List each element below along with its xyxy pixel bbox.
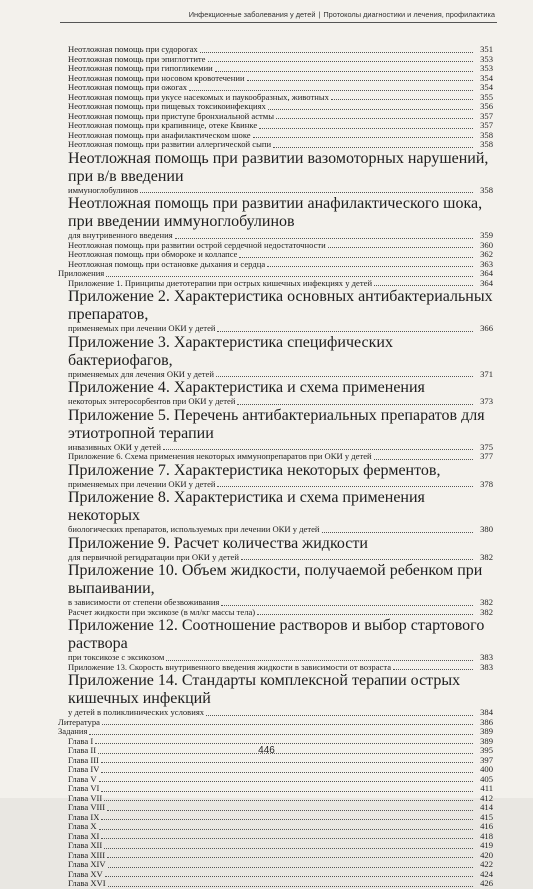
- toc-entry-title: Литература: [58, 717, 100, 727]
- toc-leader-dots: [106, 276, 473, 277]
- toc-row: [68, 870, 493, 880]
- toc-entry: [58, 64, 493, 74]
- toc-row: [68, 83, 493, 93]
- toc-leader-dots: [239, 257, 473, 258]
- toc-entry: [58, 250, 493, 260]
- toc-entry: [58, 150, 493, 196]
- toc-row: [68, 64, 493, 74]
- toc-entry-title: Глава X: [68, 822, 97, 831]
- toc-row: [68, 803, 493, 813]
- toc-entry-title: Глава XI: [68, 831, 100, 841]
- toc-entry: [58, 832, 493, 842]
- toc-entry: [58, 535, 493, 563]
- toc-leader-dots: [259, 128, 473, 129]
- toc-page-number: 383: [480, 661, 493, 672]
- toc-page-number: 360: [480, 239, 493, 250]
- running-head-book-title: Инфекционные заболевания у детей: [188, 10, 316, 19]
- toc-page-number: 362: [480, 249, 493, 259]
- toc-entry: [58, 241, 493, 251]
- toc-leader-dots: [374, 285, 473, 286]
- toc-entry-title: при токсикозе с эксикозом: [68, 653, 165, 662]
- toc-page-number: 395: [480, 745, 493, 755]
- toc-entry-title: в зависимости от степени обезвоживания: [68, 598, 220, 607]
- toc-leader-dots: [107, 810, 473, 811]
- toc-row: [68, 708, 493, 718]
- toc-entry-title-line: Приложение 4. Характеристика и схема применения: [68, 379, 425, 396]
- toc-entry-title-line: Приложение 7. Характеристика некоторых ферментов,: [68, 461, 441, 479]
- toc-entry-title: Неотложная помощь при носовом кровотечении: [68, 73, 245, 83]
- toc-entry-title: Расчет жидкости при эксикозе (в мл/кг массы тела): [68, 607, 256, 617]
- toc-entry-title: Глава I: [68, 736, 94, 746]
- running-head-subtitle: Протоколы диагностики и лечения, профилактика: [323, 10, 495, 19]
- toc-row: [68, 55, 493, 65]
- toc-entry-title-line: Приложение 2. Характеристика основных антибактериальных препаратов,: [68, 288, 493, 323]
- toc-row: [68, 525, 493, 535]
- toc-page-number: 353: [480, 53, 493, 64]
- toc-page-number: 424: [480, 868, 493, 879]
- toc-entry: [58, 822, 493, 832]
- toc-page-number: 397: [480, 754, 493, 765]
- toc-leader-dots: [101, 791, 473, 792]
- toc-entry-title: Глава II: [68, 746, 97, 755]
- toc-page-number: 355: [480, 91, 493, 102]
- toc-page-number: 363: [480, 258, 493, 269]
- toc-entry-title: Неотложная помощь при развитии аллергической сыпи: [68, 140, 272, 149]
- toc-entry-title-line: Неотложная помощь при развитии анафилактического шока, при введении иммуноглобулинов: [68, 195, 483, 230]
- toc-entry-title: Неотложная помощь при гипогликемии: [68, 64, 213, 73]
- toc-entry-title: Глава III: [68, 755, 99, 765]
- toc-entry: [58, 334, 493, 380]
- toc-row: [68, 480, 493, 490]
- toc-leader-dots: [221, 605, 473, 606]
- toc-entry-title: биологических препаратов, используемых при лечении ОКИ у детей: [68, 525, 320, 534]
- toc-page-number: 420: [480, 849, 493, 860]
- toc-row: [68, 279, 493, 289]
- toc-entry: [58, 784, 493, 794]
- toc-entry: [58, 121, 493, 131]
- toc-entry: [58, 794, 493, 804]
- toc-leader-dots: [267, 266, 473, 267]
- toc-entry: [58, 608, 493, 618]
- toc-leader-dots: [208, 61, 474, 62]
- toc-entry-title: Неотложная помощь при ожогах: [68, 83, 188, 92]
- toc-entry: [58, 452, 493, 462]
- toc-entry: [58, 131, 493, 141]
- toc-entry-title: иммуноглобулинов: [68, 185, 139, 195]
- toc-page-number: 418: [480, 830, 493, 841]
- toc-leader-dots: [331, 99, 473, 100]
- toc-entry: [58, 727, 493, 737]
- toc-entry: [58, 870, 493, 880]
- toc-page-number: 357: [480, 120, 493, 130]
- toc-leader-dots: [217, 331, 473, 332]
- toc-entry-title: Неотложная помощь при приступе бронхиальной астмы: [68, 111, 274, 121]
- toc-entry: [58, 55, 493, 65]
- toc-row: [68, 370, 493, 380]
- toc-entry: [58, 379, 493, 407]
- toc-row: [68, 784, 493, 794]
- toc-entry-title: Глава VI: [68, 784, 100, 793]
- toc-page-number: 358: [480, 139, 493, 149]
- toc-entry: [58, 851, 493, 861]
- toc-page-number: 354: [480, 82, 493, 92]
- toc-row: [68, 765, 493, 775]
- toc-leader-dots: [217, 486, 473, 487]
- toc-entry: [58, 718, 493, 728]
- toc-entry-title: применяемых при лечении ОКИ у детей: [68, 479, 216, 489]
- toc-leader-dots: [108, 886, 473, 887]
- toc-entry: [58, 663, 493, 673]
- toc-entry-title: инвазивных ОКИ у детей: [68, 442, 161, 452]
- toc-row: [68, 860, 493, 870]
- toc-leader-dots: [101, 772, 473, 773]
- toc-entry: [58, 462, 493, 490]
- toc-entry: [58, 83, 493, 93]
- toc-row: [68, 832, 493, 842]
- toc-page-number: 359: [480, 230, 493, 240]
- toc-entry-title: Задания: [58, 727, 88, 736]
- toc-entry-title: применяемых при лечении ОКИ у детей: [68, 324, 216, 333]
- toc-page-number: 364: [480, 277, 493, 288]
- toc-entry: [58, 803, 493, 813]
- toc-entry-title: Глава VII: [68, 793, 103, 803]
- toc-row: [68, 121, 493, 131]
- toc-entry-title: Неотложная помощь при крапивнице, отеке Квинке: [68, 121, 258, 130]
- toc-entry: [58, 879, 493, 889]
- toc-entry-title: Неотложная помощь при остановке дыхания и сердца: [68, 259, 266, 269]
- toc-leader-dots: [206, 715, 473, 716]
- toc-page-number: 366: [480, 323, 493, 333]
- toc-leader-dots: [189, 90, 473, 91]
- toc-leader-dots: [99, 829, 473, 830]
- toc-entry-title-line: Приложение 10. Объем жидкости, получаемой ребенком при выпаивании,: [68, 562, 483, 597]
- toc-row: [68, 851, 493, 861]
- running-head-separator: |: [318, 10, 321, 19]
- toc-page-number: 364: [480, 268, 493, 278]
- toc-page-number: 382: [480, 551, 493, 562]
- toc-entry: [58, 45, 493, 55]
- toc-page-number: 378: [480, 478, 493, 489]
- toc-entry: [58, 93, 493, 103]
- toc-entry-title: Неотложная помощь при пищевых токсикоинфекциях: [68, 102, 266, 111]
- toc-leader-dots: [215, 71, 473, 72]
- toc-row: [68, 102, 493, 112]
- toc-entry: [58, 279, 493, 289]
- toc-entry-title: Неотложная помощь при эпиглоттите: [68, 54, 206, 64]
- toc-entry: [58, 140, 493, 150]
- toc-page-number: 411: [480, 783, 493, 793]
- toc-entry-title-line: Приложение 9. Расчет количества жидкости: [68, 534, 368, 552]
- toc-row: [68, 879, 493, 889]
- toc-page-number: 380: [480, 524, 493, 534]
- toc-entry: [58, 775, 493, 785]
- toc-entry-title-line: Приложение 12. Соотношение растворов и выбор стартового раствора: [68, 617, 485, 652]
- toc-entry-title: Неотложная помощь при анафилактическом шоке: [68, 130, 251, 140]
- toc-entry-title-line: Неотложная помощь при развитии вазомоторных нарушений, при в/в введении: [68, 149, 489, 185]
- toc-leader-dots: [175, 238, 473, 239]
- toc-entry-title: применяемых для лечения ОКИ у детей: [68, 369, 214, 379]
- toc-page-number: 386: [480, 716, 493, 727]
- toc-leader-dots: [393, 669, 473, 670]
- toc-row: [68, 231, 493, 241]
- toc-entry: [58, 756, 493, 766]
- toc-leader-dots: [163, 449, 473, 450]
- toc-entry-title: Приложения: [58, 269, 105, 278]
- toc-leader-dots: [101, 838, 473, 839]
- toc-entry-title: Глава XVI: [68, 879, 106, 888]
- toc-page-number: 358: [480, 184, 493, 195]
- toc-page-number: 375: [480, 441, 493, 452]
- toc-entry-title-line: Приложение 8. Характеристика и схема применения некоторых: [68, 489, 425, 524]
- toc-row: [68, 140, 493, 150]
- toc-entry: [58, 102, 493, 112]
- toc-leader-dots: [216, 376, 473, 377]
- toc-entry-title-line: Приложение 5. Перечень антибактериальных препаратов для этиотропной терапии: [68, 406, 485, 442]
- toc-row: [68, 112, 493, 122]
- toc-page-number: 354: [480, 72, 493, 83]
- toc-page-number: 384: [480, 707, 493, 717]
- header-rule: [60, 22, 497, 23]
- toc-entry-title: некоторых энтеросорбентов при ОКИ у детей: [68, 397, 236, 406]
- toc-page-number: 426: [480, 878, 493, 888]
- page-number: 446: [258, 745, 275, 756]
- toc-page-number: 422: [480, 859, 493, 869]
- toc-leader-dots: [166, 660, 473, 661]
- toc-row: [68, 260, 493, 270]
- toc-entry-title: для внутривенного введения: [68, 231, 173, 240]
- toc-row: [58, 727, 493, 737]
- toc-entry: [58, 860, 493, 870]
- toc-entry: [58, 269, 493, 279]
- toc-row: [68, 186, 493, 196]
- toc-page-number: 382: [480, 597, 493, 607]
- toc-page-number: 405: [480, 773, 493, 784]
- toc-leader-dots: [89, 734, 473, 735]
- toc-leader-dots: [276, 118, 473, 119]
- toc-row: [68, 841, 493, 851]
- toc-leader-dots: [99, 781, 473, 782]
- toc-row: [68, 74, 493, 84]
- toc-entry-title: Глава V: [68, 774, 97, 784]
- toc-leader-dots: [241, 559, 473, 560]
- toc-row: [68, 250, 493, 260]
- toc-entry: [58, 74, 493, 84]
- toc-row: [68, 663, 493, 673]
- toc-entry: [58, 617, 493, 663]
- toc-page-number: 414: [480, 802, 493, 812]
- toc-entry-title: Приложение 6. Схема применения некоторых иммунопрепаратов при ОКИ у детей: [68, 452, 372, 461]
- toc-entry-title-line: Приложение 3. Характеристика специфических бактериофагов,: [68, 333, 393, 369]
- toc-entry: [58, 765, 493, 775]
- toc-page-number: 358: [480, 129, 493, 140]
- toc-row: [68, 397, 493, 407]
- toc-page-number: 419: [480, 840, 493, 850]
- toc-leader-dots: [105, 876, 473, 877]
- toc-leader-dots: [328, 247, 473, 248]
- toc-page-number: 412: [480, 792, 493, 803]
- toc-row: [68, 443, 493, 453]
- toc-row: [68, 93, 493, 103]
- toc-page-number: 382: [480, 606, 493, 617]
- toc-entry-title-line: Приложение 14. Стандарты комплексной терапии острых кишечных инфекций: [68, 672, 461, 707]
- toc-entry-title: Глава XIII: [68, 850, 106, 860]
- toc-entry-title: Глава IX: [68, 812, 100, 822]
- toc-leader-dots: [322, 532, 473, 533]
- toc-entry: [58, 195, 493, 241]
- toc-entry: [58, 672, 493, 718]
- toc-entry: [58, 489, 493, 535]
- toc-page-number: 351: [480, 44, 493, 54]
- toc-entry: [58, 260, 493, 270]
- toc-entry-title: у детей в поликлинических условиях: [68, 708, 205, 717]
- toc-row: [68, 45, 493, 55]
- toc-leader-dots: [200, 52, 473, 53]
- toc-page-number: 377: [480, 451, 493, 461]
- toc-entry-title: для первичной регидратации при ОКИ у детей: [68, 552, 239, 562]
- toc-entry-title: Глава VIII: [68, 803, 106, 812]
- toc-leader-dots: [237, 404, 473, 405]
- toc-entry-title: Неотложная помощь при укусе насекомых и паукообразных, животных: [68, 92, 329, 102]
- table-of-contents: [58, 45, 493, 889]
- toc-leader-dots: [95, 743, 473, 744]
- toc-entry: [58, 288, 493, 334]
- toc-leader-dots: [140, 192, 473, 193]
- toc-entry-title: Неотложная помощь при судорогах: [68, 45, 198, 54]
- toc-row: [68, 598, 493, 608]
- toc-row: [68, 241, 493, 251]
- toc-page-number: 371: [480, 368, 493, 379]
- toc-page-number: 357: [480, 110, 493, 121]
- toc-entry: [58, 813, 493, 823]
- toc-entry-title: Глава XIV: [68, 860, 106, 869]
- toc-entry-title: Глава XII: [68, 841, 103, 850]
- toc-entry-title: Глава XV: [68, 869, 103, 879]
- toc-leader-dots: [104, 800, 473, 801]
- toc-leader-dots: [247, 80, 473, 81]
- toc-leader-dots: [268, 109, 473, 110]
- toc-page-number: 400: [480, 764, 493, 774]
- toc-entry-title: Приложение 1. Принципы диетотерапии при острых кишечных инфекциях у детей: [68, 278, 373, 288]
- toc-entry-title: Глава IV: [68, 765, 100, 774]
- toc-row: [68, 131, 493, 141]
- toc-row: [68, 608, 493, 618]
- toc-row: [68, 653, 493, 663]
- toc-leader-dots: [101, 762, 473, 763]
- toc-page-number: 383: [480, 652, 493, 662]
- toc-leader-dots: [102, 724, 473, 725]
- toc-page-number: 356: [480, 101, 493, 111]
- toc-row: [68, 452, 493, 462]
- toc-row: [58, 718, 493, 728]
- toc-row: [68, 324, 493, 334]
- toc-row: [68, 813, 493, 823]
- toc-entry-title: Приложение 13. Скорость внутривенного введения жидкости в зависимости от возраста: [68, 662, 392, 672]
- toc-leader-dots: [107, 857, 473, 858]
- toc-leader-dots: [253, 137, 473, 138]
- toc-row: [68, 794, 493, 804]
- toc-leader-dots: [257, 614, 473, 615]
- toc-page-number: 415: [480, 811, 493, 822]
- toc-entry-title: Неотложная помощь при развитии острой сердечной недостаточности: [68, 240, 326, 250]
- toc-entry: [58, 562, 493, 608]
- toc-leader-dots: [101, 819, 473, 820]
- toc-row: [68, 822, 493, 832]
- toc-page-number: 389: [480, 726, 493, 736]
- toc-leader-dots: [374, 459, 473, 460]
- toc-leader-dots: [108, 867, 473, 868]
- toc-row: [68, 553, 493, 563]
- toc-row: [68, 756, 493, 766]
- toc-entry: [58, 407, 493, 453]
- toc-entry: [58, 841, 493, 851]
- toc-page-number: 389: [480, 735, 493, 746]
- running-head: [60, 10, 495, 19]
- toc-page-number: 416: [480, 821, 493, 831]
- toc-row: [68, 775, 493, 785]
- toc-entry: [58, 112, 493, 122]
- toc-page-number: 353: [480, 63, 493, 73]
- toc-leader-dots: [104, 848, 473, 849]
- toc-page-number: 373: [480, 396, 493, 406]
- toc-leader-dots: [273, 147, 473, 148]
- toc-entry-title: Неотложная помощь при обмороке и коллапсе: [68, 250, 238, 259]
- toc-row: [58, 269, 493, 279]
